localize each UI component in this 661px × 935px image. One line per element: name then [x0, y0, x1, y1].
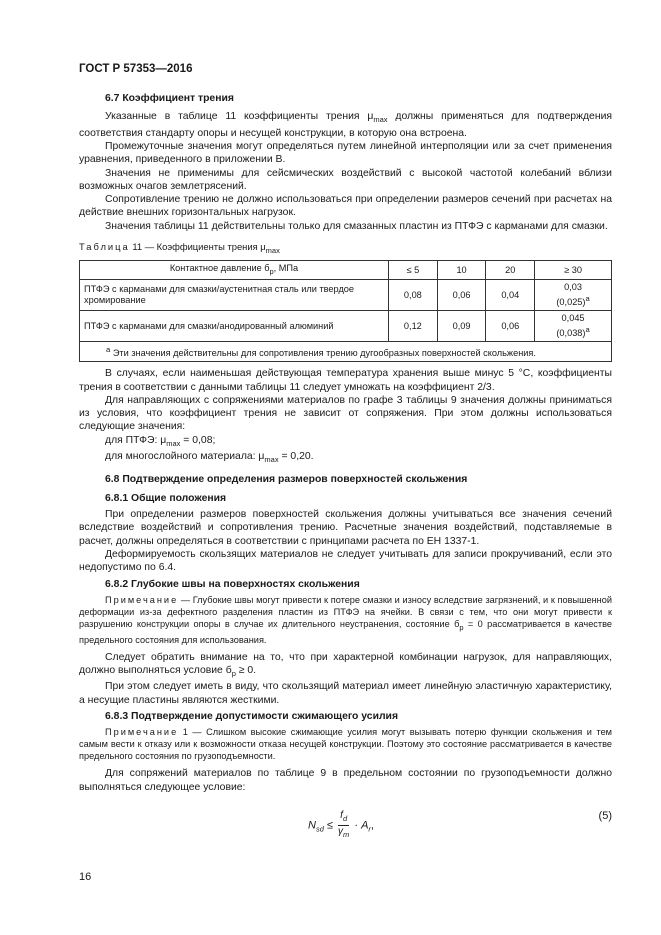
after-table-paragraph-2: Для направляющих с сопряжениями материалов по графе 3 таблицы 9 значения должны приниматься из условия, что коэффициент трения не зависит от сопряжения. При этом должны использоваться следующие значения: — [79, 394, 612, 433]
table-cell: 0,06 — [437, 280, 486, 311]
section-6-8-1-heading: 6.8.1 Общие положения — [105, 492, 227, 504]
table-row-label: ПТФЭ с карманами для смазки/аустенитная сталь или твердое хромирование — [80, 280, 389, 311]
table-footnote: $^a$ Эти значения действительны для сопротивления трению дугообразных поверхностей скольжения. — [80, 342, 612, 362]
table-header-cell: ≤ 5 — [389, 261, 438, 280]
after-table-paragraph-1: В случаях, если наименьшая действующая температура хранения выше минус 5 °С, коэффициенты трения в соответствии с данными таблицы 11 следует умножать на коэффициент 2/3. — [79, 368, 612, 393]
table-cell: 0,08 — [389, 280, 438, 311]
page-number: 16 — [79, 871, 92, 883]
formula-fraction: $\frac{f_d}{\gamma_m}$ — [338, 809, 350, 839]
table-cell: 0,09 — [437, 311, 486, 342]
formula-expression: $N_{sd}$ ≤ $\frac{f_d}{\gamma_m}$ · $A_r$, — [308, 809, 374, 839]
s682-note: Примечание — Глубокие швы могут привести к потере смазки и износу вследствие загрязнений, и к повышенной деформации из-за дефектного разделения пластин из ПТФЭ на ячейки. В связи с тем, что они могут привести к разрушению конструкции опоры в случае их длительного неустранения, состояние $б_р = 0$ рассматривается в качестве предельного состояния для использования. — [79, 594, 612, 645]
s67-paragraph-5: Значения таблицы 11 действительны только для смазанных пластин из ПТФЭ с карманами для смазки. — [105, 220, 608, 232]
table-cell: 0,03 $(0,025)^a$ — [535, 280, 612, 311]
section-6-8-2-heading: 6.8.2 Глубокие швы на поверхностях скольжения — [105, 578, 360, 590]
formula-number: (5) — [598, 809, 612, 822]
s67-paragraph-4: Сопротивление трению не должно использоваться при определении размеров сечений при расчетах на действие внешних горизонтальных нагрузок. — [79, 194, 612, 219]
s67-paragraph-1: Указанные в таблице 11 коэффициенты трения $\mu_{max}$ должны применяться для подтверждения соответствия стандарту опоры и несущей конструкции, в которую она встроена. — [79, 111, 613, 139]
s67-paragraph-3: Значения не применимы для сейсмических воздействий с высокой частотой колебаний вблизи возможных очагов землетрясений. — [79, 167, 612, 192]
table-11-caption: Таблица 11 — Коэффициенты трения $\mu_{max}$ — [79, 241, 280, 255]
s683-note: Примечание 1 — Слишком высокие сжимающие усилия могут вызывать потерю функции скольжения и тем самым вести к отказу или к возможности отказа несущей конструкции. Поэтому это состояние рассматривается в качестве предельного состояния по грузоподъемности. — [79, 727, 612, 762]
s683-paragraph-1: Для сопряжений материалов по таблице 9 в предельном состоянии по грузоподъемности должно выполняться следующее условие: — [79, 768, 612, 793]
s681-paragraph-2: Деформируемость скользящих материалов не следует учитывать для записи прокручиваний, если это недопустимо по 6.4. — [79, 548, 612, 574]
s682-paragraph-1: Следует обратить внимание на то, что при характерной комбинации нагрузок, для направляющих, должно выполняться условие $б_р \ge 0$. — [79, 651, 612, 679]
section-6-8-3-heading: 6.8.3 Подтверждение допустимости сжимающего усилия — [105, 710, 399, 722]
section-6-8-heading: 6.8 Подтверждение определения размеров поверхностей скольжения — [105, 474, 468, 486]
table-header-cell: ≥ 30 — [535, 261, 612, 280]
table-cell: 0,04 — [486, 280, 535, 311]
table-row — [80, 311, 612, 342]
table-header-cell: 20 — [486, 261, 535, 280]
table-cell: 0,12 — [389, 311, 438, 342]
document-code-header: ГОСТ Р 57353—2016 — [79, 63, 193, 75]
document-body — [79, 92, 612, 842]
table-header-cell: 10 — [437, 261, 486, 280]
ptfe-value-line: для ПТФЭ: $\mu_{max} = 0,08$; — [105, 434, 216, 448]
table-cell: 0,045 $(0,038)^a$ — [535, 311, 612, 342]
table-row-label: ПТФЭ с карманами для смазки/анодированный алюминий — [80, 311, 389, 342]
table-header-label: Контактное давление $б_р$, МПа — [80, 261, 389, 280]
friction-coefficients-table — [79, 260, 612, 362]
multilayer-value-line: для многослойного материала: $\mu_{max} = 0,20$. — [105, 451, 314, 465]
section-6-7-heading: 6.7 Коэффициент трения — [105, 93, 234, 104]
table-header-row — [80, 261, 612, 280]
formula-5 — [79, 800, 612, 842]
s67-paragraph-2: Промежуточные значения могут определяться путем линейной интерполяции или за счет применения уравнения, приведенного в приложении В. — [79, 140, 612, 166]
s681-paragraph-1: При определении размеров поверхностей скольжения должны учитываться все значения сечений вследствие воздействий и сопротивления трению. Расчетные значения воздействий, подставляемые в расчет, должны определяться в соответствии с принципами расчета по ЕН 1337-1. — [79, 509, 612, 547]
s682-paragraph-2: При этом следует иметь в виду, что скользящий материал имеет линейную эластичную характеристику, а несущие пластины являются жесткими. — [79, 681, 612, 706]
table-cell: 0,06 — [486, 311, 535, 342]
table-footnote-row — [80, 342, 612, 362]
table-row — [80, 280, 612, 311]
